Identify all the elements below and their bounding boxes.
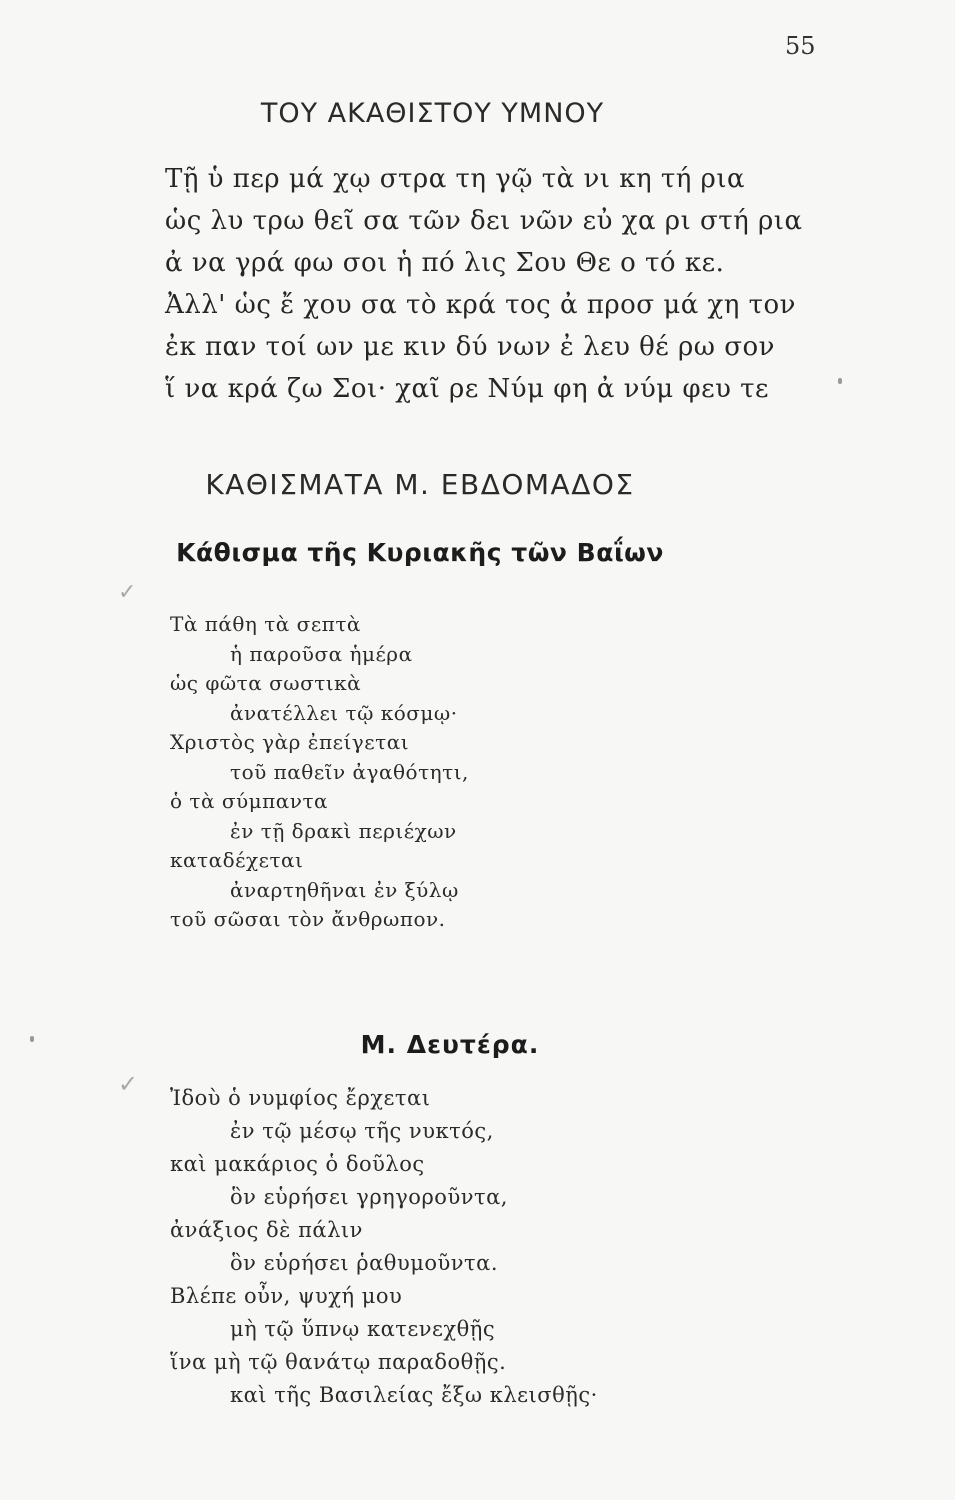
- margin-speck: [838, 378, 842, 384]
- section-title: ΚΑΘΙΣΜΑΤΑ Μ. ΕΒΔΟΜΑΔΟΣ: [205, 468, 635, 501]
- verse-line: ὡς φῶτα σωστικὰ: [170, 671, 362, 695]
- hymn-line: ὡς λυ τρω θεῖ σα τῶν δει νῶν εὐ χα ρι στή ρια: [165, 206, 803, 236]
- verse-line: καὶ τῆς Βασιλείας ἔξω κλεισθῇς·: [230, 1383, 598, 1407]
- sunday-kathisma-verse: [170, 610, 790, 935]
- verse-line: ὁ τὰ σύμπαντα: [170, 789, 329, 813]
- hymn-stanza: [165, 158, 825, 410]
- verse-line: τοῦ παθεῖν ἀγαθότητι,: [230, 759, 469, 784]
- hymn-line: ἐκ παν τοί ων με κιν δύ νων ἐ λευ θέ ρω σον: [165, 332, 775, 362]
- verse-line: τοῦ σῶσαι τὸν ἄνθρωπον.: [170, 907, 446, 931]
- verse-line: ὃν εὑρήσει γρηγοροῦντα,: [230, 1185, 508, 1209]
- monday-kathisma-verse: [170, 1082, 790, 1412]
- verse-line: Χριστὸς γὰρ ἐπείγεται: [170, 730, 410, 754]
- page-number: 55: [785, 32, 816, 60]
- verse-line: Ἰδοὺ ὁ νυμφίος ἔρχεται: [170, 1086, 431, 1110]
- monday-kathisma-heading: Μ. Δευτέρα.: [360, 1030, 540, 1059]
- sunday-kathisma-heading: Κάθισμα τῆς Κυριακῆς τῶν Βαΐων: [176, 538, 664, 567]
- verse-line: ἡ παροῦσα ἡμέρα: [230, 641, 413, 666]
- verse-line: ἀνάξιος δὲ πάλιν: [170, 1218, 363, 1242]
- verse-line: καταδέχεται: [170, 848, 304, 872]
- verse-line: καὶ μακάριος ὁ δοῦλος: [170, 1152, 425, 1176]
- verse-line: ὃν εὑρήσει ῥαθυμοῦντα.: [230, 1251, 499, 1275]
- hymn-line: ἵ να κρά ζω Σοι· χαῖ ρε Νύμ φη ἀ νύμ φευ τε: [165, 374, 770, 404]
- hymn-line: ἀ να γρά φω σοι ἡ πό λις Σου Θε ο τό κε.: [165, 248, 725, 278]
- verse-line: μὴ τῷ ὕπνῳ κατενεχθῇς: [230, 1317, 496, 1341]
- verse-line: ἐν τῷ μέσῳ τῆς νυκτός,: [230, 1119, 494, 1143]
- pencil-margin-mark: ✓: [118, 1070, 139, 1098]
- running-head: ΤΟΥ ΑΚΑΘΙΣΤΟΥ ΥΜΝΟΥ: [260, 98, 605, 129]
- verse-line: ἀνατέλλει τῷ κόσμῳ·: [230, 700, 458, 725]
- verse-line: ἵνα μὴ τῷ θανάτῳ παραδοθῇς.: [170, 1350, 507, 1374]
- verse-line: Βλέπε οὖν, ψυχή μου: [170, 1284, 403, 1308]
- hymn-line: Ἀλλ' ὡς ἔ χου σα τὸ κρά τος ἀ προσ μά χη τον: [165, 290, 796, 320]
- verse-line: Τὰ πάθη τὰ σεπτὰ: [170, 612, 361, 636]
- verse-line: ἀναρτηθῆναι ἐν ξύλῳ: [230, 877, 459, 902]
- pencil-margin-mark: ✓: [118, 580, 137, 605]
- hymn-line: Τῇ ὑ περ μά χῳ στρα τη γῷ τὰ νι κη τή ρια: [165, 164, 746, 194]
- verse-line: ἐν τῇ δρακὶ περιέχων: [230, 818, 457, 843]
